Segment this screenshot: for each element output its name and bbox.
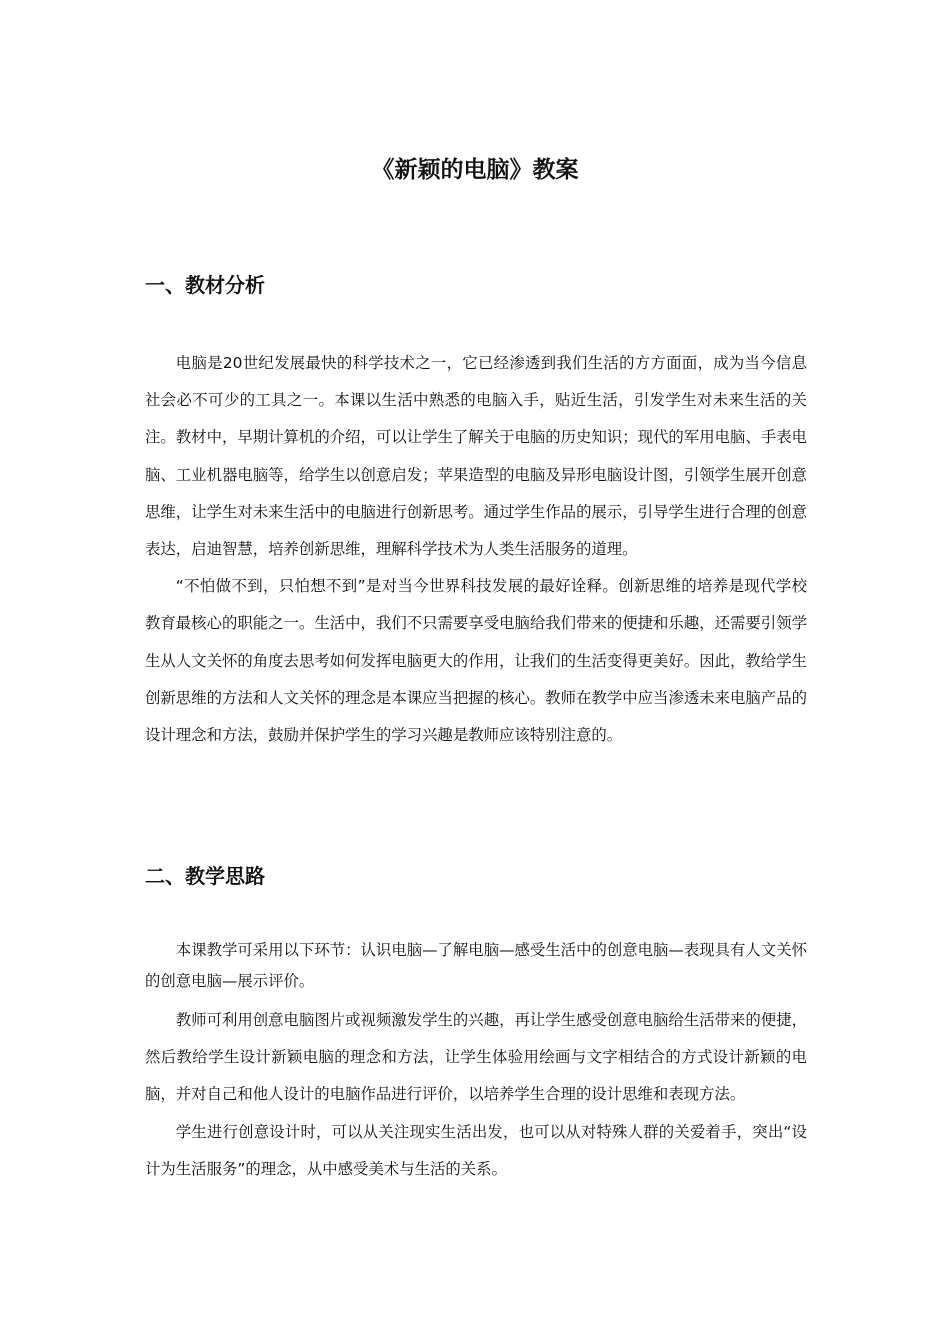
paragraph: 电脑是20世纪发展最快的科学技术之一，它已经渗透到我们生活的方方面面，成为当今信息社会必不可少的工具之一。本课以生活中熟悉的电脑入手，贴近生活，引发学生对未来生活的关注。教材中，早期计算机的介绍，可以让学生了解关于电脑的历史知识；现代的军用电脑、手表电脑、工业机器电脑等，给学生以创意启发；苹果造型的电脑及异形电脑设计图，引领学生展开创意思维，让学生对未来生活中的电脑进行创新思考。通过学生作品的展示，引导学生进行合理的创意表达，启迪智慧，培养创新思维，理解科学技术为人类生活服务的道理。 bbox=[145, 354, 807, 559]
document-title: 《新颖的电脑》教案 bbox=[371, 157, 579, 183]
section-body-teaching-approach bbox=[145, 935, 807, 1188]
paragraph: “不怕做不到，只怕想不到”是对当今世界科技发展的最好诠释。创新思维的培养是现代学校教育最核心的职能之一。生活中，我们不只需要享受电脑给我们带来的便捷和乐趣，还需要引领学生从人文关怀的角度去思考如何发挥电脑更大的作用，让我们的生活变得更美好。因此，教给学生创新思维的方法和人文关怀的理念是本课应当把握的核心。教师在教学中应当渗透未来电脑产品的设计理念和方法，鼓励并保护学生的学习兴趣是教师应该特别注意的。 bbox=[145, 577, 807, 745]
paragraph: 学生进行创意设计时，可以从关注现实生活出发，也可以从对特殊人群的关爱着手，突出“设计为生活服务”的理念，从中感受美术与生活的关系。 bbox=[145, 1122, 807, 1178]
section-heading-teaching-approach: 二、教学思路 bbox=[145, 864, 265, 888]
section-body-textbook-analysis bbox=[145, 345, 807, 754]
paragraph: 教师可利用创意电脑图片或视频激发学生的兴趣，再让学生感受创意电脑给生活带来的便捷，然后教给学生设计新颖电脑的理念和方法，让学生体验用绘画与文字相结合的方式设计新颖的电脑，并对自己和他人设计的电脑作品进行评价，以培养学生合理的设计思维和表现方法。 bbox=[145, 1011, 807, 1104]
section-heading-textbook-analysis: 一、教材分析 bbox=[145, 273, 265, 297]
paragraph: 本课教学可采用以下环节：认识电脑—了解电脑—感受生活中的创意电脑—表现具有人文关怀的创意电脑—展示评价。 bbox=[145, 941, 807, 990]
